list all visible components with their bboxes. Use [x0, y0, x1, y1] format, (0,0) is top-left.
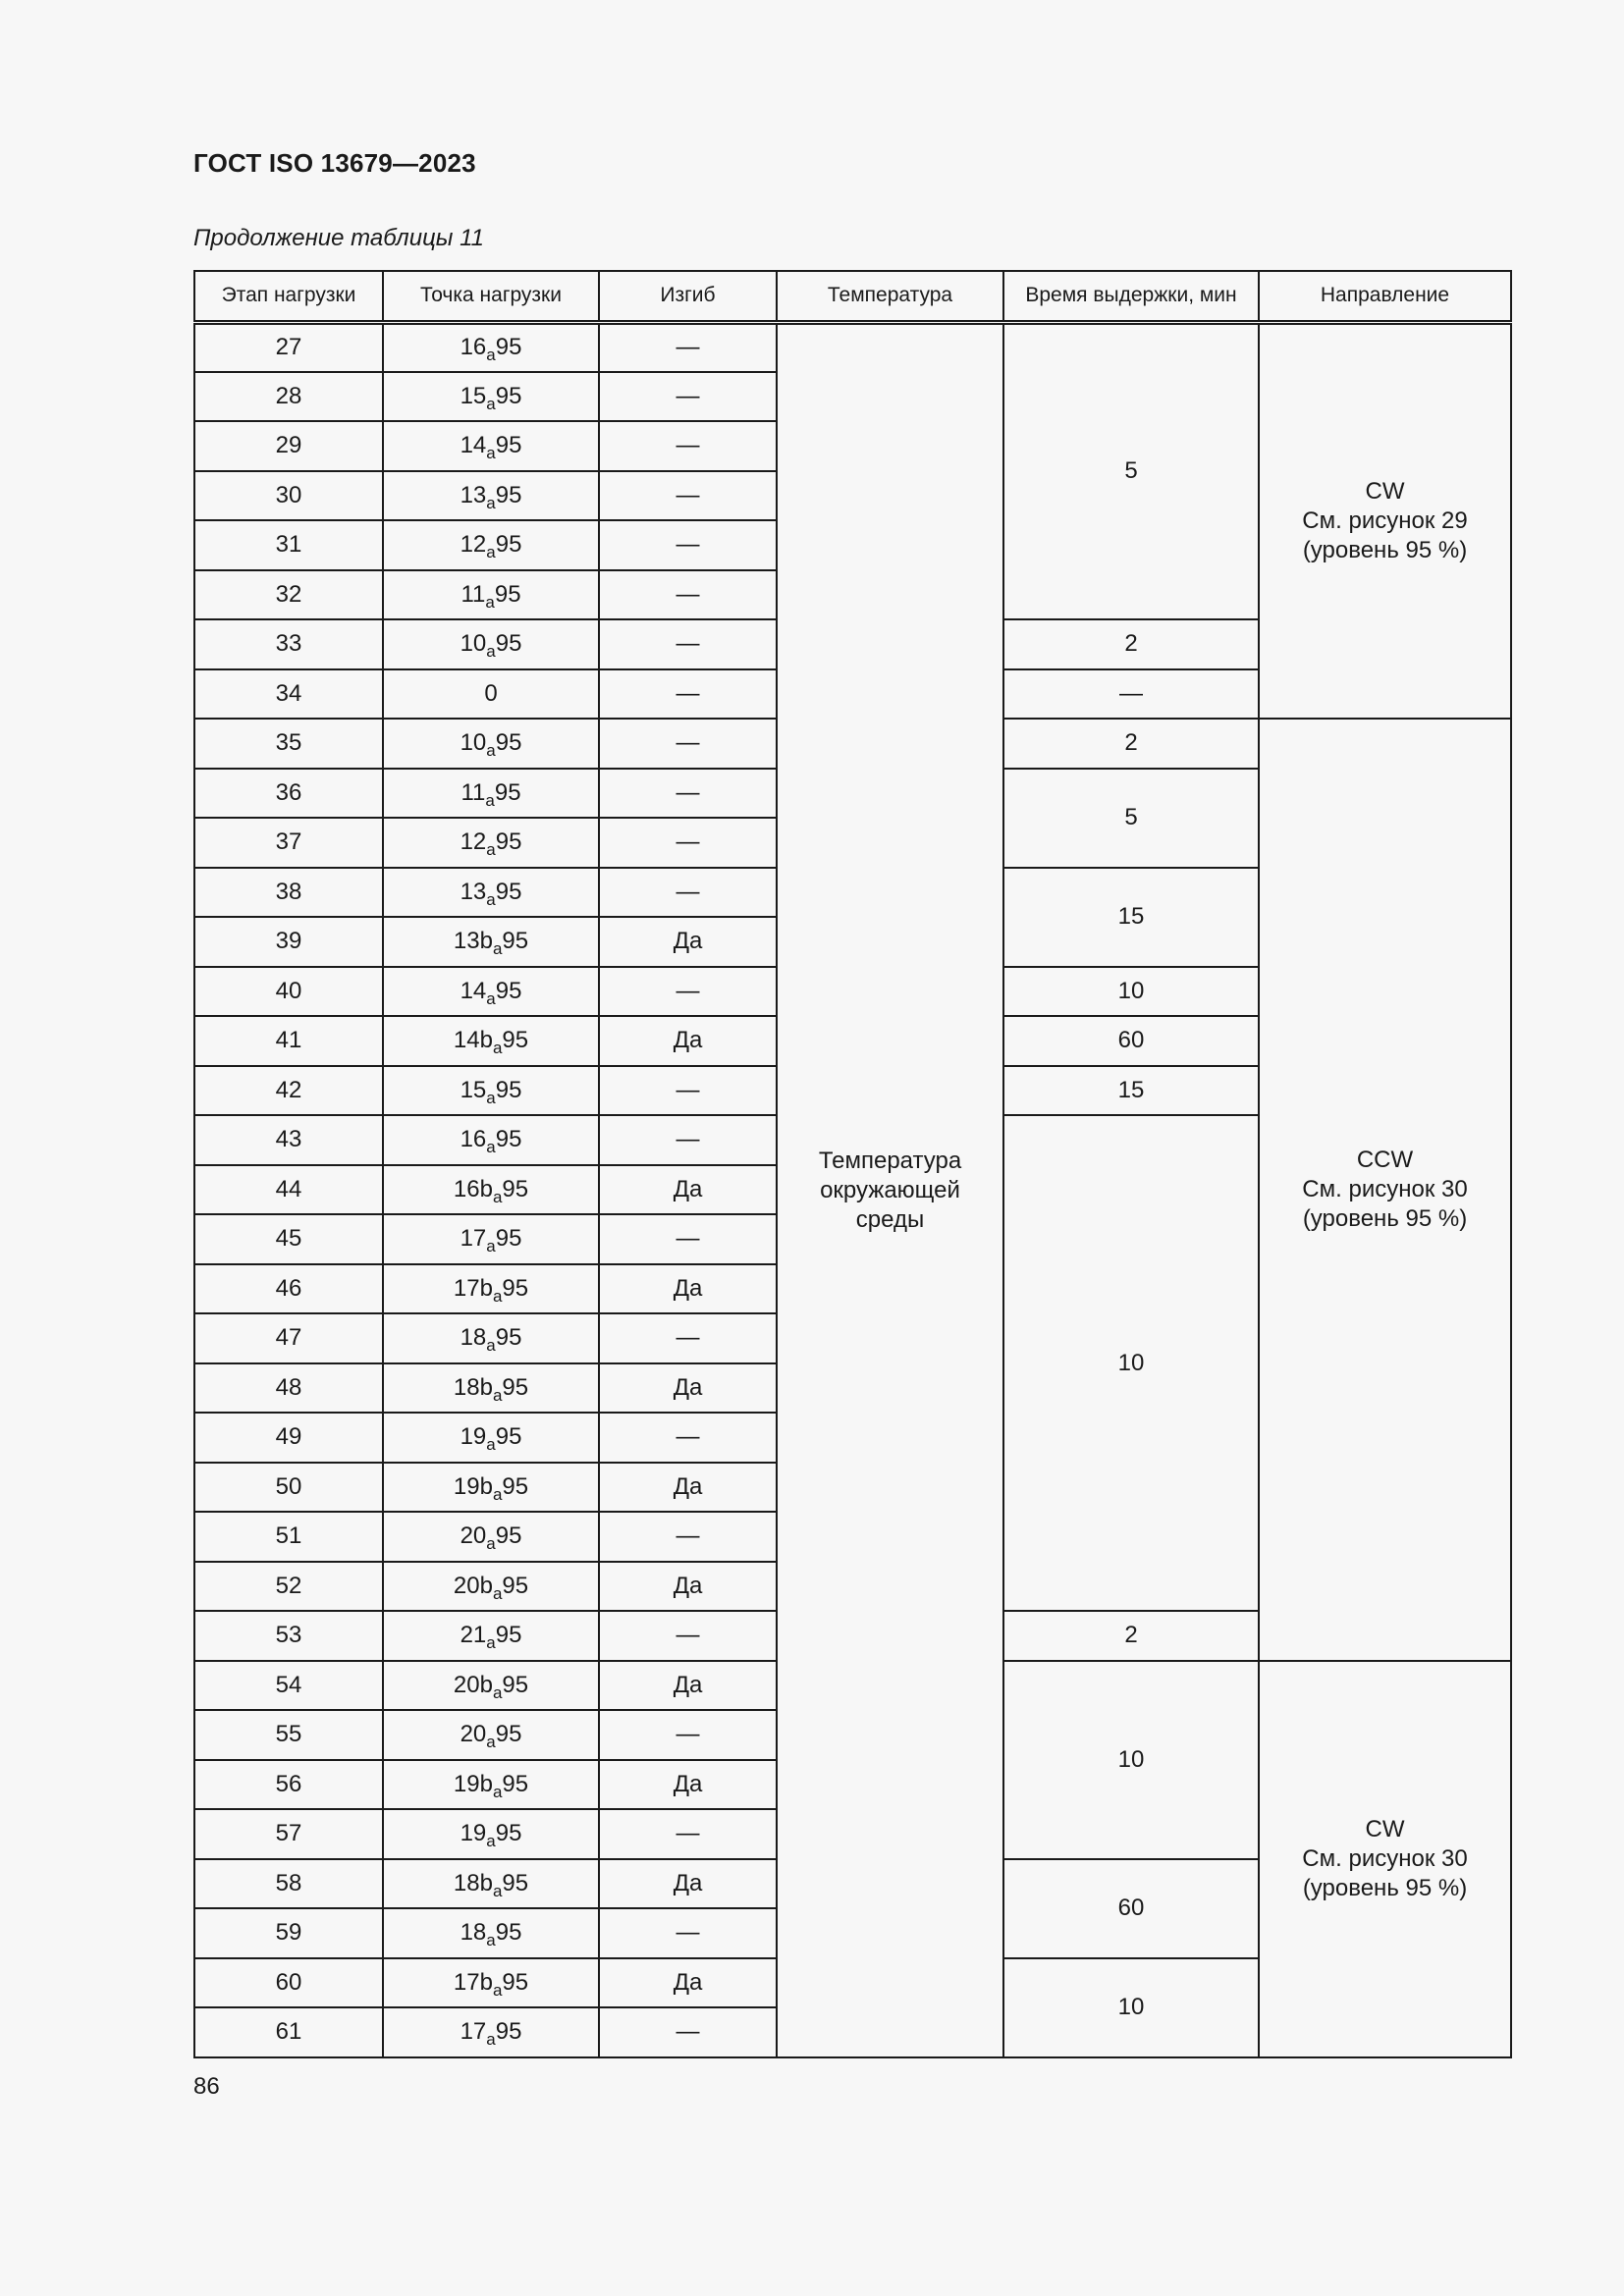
- stage-cell: 28: [194, 372, 383, 422]
- direction-line: См. рисунок 29: [1302, 507, 1468, 534]
- load-point-subscript: a: [486, 988, 496, 1008]
- load-point-value: 18b: [453, 1869, 493, 1896]
- load-point-value: 17: [460, 1225, 487, 1253]
- load-point-subscript: a: [486, 1733, 496, 1752]
- stage-cell: 31: [194, 520, 383, 570]
- load-point-subscript: a: [486, 444, 496, 463]
- load-point-level: 95: [502, 1373, 529, 1401]
- page-number: 86: [193, 2073, 220, 2100]
- bend-cell: Да: [599, 1463, 777, 1513]
- bend-cell: —: [599, 1908, 777, 1958]
- load-point-cell: [383, 868, 599, 918]
- load-point-level: 95: [502, 1770, 529, 1797]
- bend-cell: —: [599, 372, 777, 422]
- load-point-level: 95: [495, 1126, 522, 1153]
- load-point-level: 95: [502, 1968, 529, 1996]
- direction-line: (уровень 95 %): [1302, 536, 1468, 563]
- load-point-level: 95: [495, 729, 522, 757]
- load-point-level: 95: [502, 928, 529, 955]
- stage-cell: 49: [194, 1413, 383, 1463]
- load-point-level: 95: [502, 1671, 529, 1698]
- bend-cell: —: [599, 1512, 777, 1562]
- load-point-cell: [383, 669, 599, 720]
- load-point-subscript: a: [486, 1138, 496, 1157]
- direction-cell: [1259, 719, 1511, 1661]
- stage-cell: 39: [194, 917, 383, 967]
- load-point-subscript: a: [486, 493, 496, 512]
- hold-time-cell: 5: [1003, 322, 1259, 619]
- load-point-level: 95: [495, 1324, 522, 1352]
- load-point-cell: [383, 1661, 599, 1711]
- bend-cell: —: [599, 520, 777, 570]
- bend-cell: Да: [599, 1760, 777, 1810]
- bend-cell: —: [599, 1413, 777, 1463]
- hold-time-cell: 2: [1003, 719, 1259, 769]
- document-title: ГОСТ ISO 13679—2023: [193, 148, 476, 178]
- stage-cell: 59: [194, 1908, 383, 1958]
- bend-cell: —: [599, 868, 777, 918]
- load-point-subscript: a: [492, 1385, 503, 1405]
- table-body: [194, 322, 1511, 2057]
- load-point-value: 16b: [453, 1175, 493, 1202]
- load-point-cell: [383, 619, 599, 669]
- hold-time-cell: 60: [1003, 1016, 1259, 1066]
- load-point-level: 95: [495, 1522, 522, 1550]
- load-point-subscript: a: [492, 1187, 503, 1206]
- stage-cell: 42: [194, 1066, 383, 1116]
- load-point-value: 19b: [453, 1770, 493, 1797]
- load-point-level: 95: [502, 1175, 529, 1202]
- load-point-subscript: a: [492, 1682, 503, 1702]
- load-point-subscript: a: [485, 790, 495, 810]
- bend-cell: Да: [599, 1859, 777, 1909]
- stage-cell: 61: [194, 2007, 383, 2057]
- load-point-cell: [383, 967, 599, 1017]
- load-point-subscript: a: [486, 1088, 496, 1107]
- load-point-subscript: a: [486, 889, 496, 909]
- stage-cell: 37: [194, 818, 383, 868]
- stage-cell: 27: [194, 322, 383, 372]
- load-point-cell: [383, 1958, 599, 2008]
- column-header-temperature: Температура: [777, 271, 1003, 322]
- load-point-cell: [383, 421, 599, 471]
- load-point-level: 95: [495, 432, 522, 459]
- load-point-subscript: a: [492, 1881, 503, 1900]
- load-point-subscript: a: [486, 741, 496, 761]
- direction-line: См. рисунок 30: [1302, 1175, 1468, 1202]
- column-header-point: Точка нагрузки: [383, 271, 599, 322]
- bend-cell: Да: [599, 1958, 777, 2008]
- stage-cell: 53: [194, 1611, 383, 1661]
- load-point-value: 20b: [453, 1572, 493, 1599]
- bend-cell: —: [599, 2007, 777, 2057]
- load-point-level: 95: [494, 580, 521, 608]
- load-point-cell: [383, 1016, 599, 1066]
- load-point-value: 17b: [453, 1274, 493, 1302]
- load-point-value: 10: [460, 729, 487, 757]
- stage-cell: 47: [194, 1313, 383, 1363]
- stage-cell: 32: [194, 570, 383, 620]
- load-point-value: 15: [460, 382, 487, 409]
- load-point-cell: [383, 818, 599, 868]
- hold-time-cell: 10: [1003, 1115, 1259, 1611]
- load-point-subscript: a: [492, 1583, 503, 1603]
- load-point-level: 95: [495, 1225, 522, 1253]
- load-point-subscript: a: [492, 1484, 503, 1504]
- load-point-level: 95: [495, 334, 522, 360]
- stage-cell: 54: [194, 1661, 383, 1711]
- load-point-cell: [383, 520, 599, 570]
- load-point-cell: [383, 769, 599, 819]
- load-point-level: 95: [495, 382, 522, 409]
- load-point-level: 95: [502, 1869, 529, 1896]
- load-point-value: 10: [460, 630, 487, 658]
- load-point-subscript: a: [486, 2030, 496, 2050]
- stage-cell: 33: [194, 619, 383, 669]
- stage-cell: 35: [194, 719, 383, 769]
- bend-cell: —: [599, 322, 777, 372]
- load-point-subscript: a: [486, 1237, 496, 1256]
- column-header-direction: Направление: [1259, 271, 1511, 322]
- column-header-stage: Этап нагрузки: [194, 271, 383, 322]
- load-point-cell: [383, 1760, 599, 1810]
- load-point-level: 95: [495, 1423, 522, 1451]
- load-point-subscript: a: [486, 543, 496, 562]
- direction-line: CW: [1365, 477, 1405, 505]
- load-point-value: 18: [460, 1919, 487, 1947]
- temperature-line: окружающей: [820, 1176, 960, 1203]
- load-point-value: 17b: [453, 1968, 493, 1996]
- direction-line: (уровень 95 %): [1302, 1204, 1468, 1232]
- stage-cell: 30: [194, 471, 383, 521]
- column-header-hold-time: Время выдержки, мин: [1003, 271, 1259, 322]
- bend-cell: —: [599, 1710, 777, 1760]
- stage-cell: 40: [194, 967, 383, 1017]
- load-point-subscript: a: [486, 1534, 496, 1554]
- load-point-cell: [383, 570, 599, 620]
- load-point-subscript: a: [486, 346, 496, 364]
- bend-cell: —: [599, 719, 777, 769]
- load-point-cell: [383, 1512, 599, 1562]
- bend-cell: —: [599, 471, 777, 521]
- load-point-cell: [383, 1859, 599, 1909]
- direction-line: См. рисунок 30: [1302, 1844, 1468, 1872]
- load-point-value: 15: [460, 1076, 487, 1103]
- table-header-row: [194, 271, 1511, 322]
- load-point-level: 95: [495, 531, 522, 559]
- load-point-subscript: a: [486, 1931, 496, 1950]
- bend-cell: Да: [599, 1661, 777, 1711]
- bend-cell: —: [599, 1214, 777, 1264]
- load-point-value: 20b: [453, 1671, 493, 1698]
- load-point-subscript: a: [492, 1980, 503, 2000]
- stage-cell: 50: [194, 1463, 383, 1513]
- load-point-value: 13: [460, 878, 487, 905]
- load-point-subscript: a: [492, 1782, 503, 1801]
- direction-line: CCW: [1356, 1146, 1414, 1173]
- load-point-cell: [383, 471, 599, 521]
- hold-time-cell: 5: [1003, 769, 1259, 868]
- load-point-cell: [383, 1611, 599, 1661]
- hold-time-cell: 2: [1003, 1611, 1259, 1661]
- load-point-level: 95: [495, 1820, 522, 1847]
- load-point-value: 17: [460, 2018, 487, 2046]
- load-point-cell: [383, 917, 599, 967]
- bend-cell: —: [599, 967, 777, 1017]
- load-point-cell: [383, 372, 599, 422]
- load-point-subscript: a: [486, 1435, 496, 1455]
- direction-cell: [1259, 322, 1511, 719]
- table-caption: Продолжение таблицы 11: [193, 225, 485, 251]
- bend-cell: —: [599, 769, 777, 819]
- stage-cell: 48: [194, 1363, 383, 1414]
- stage-cell: 36: [194, 769, 383, 819]
- bend-cell: —: [599, 619, 777, 669]
- load-point-cell: [383, 2007, 599, 2057]
- stage-cell: 46: [194, 1264, 383, 1314]
- bend-cell: —: [599, 1313, 777, 1363]
- bend-cell: —: [599, 1066, 777, 1116]
- hold-time-cell: 15: [1003, 868, 1259, 967]
- stage-cell: 38: [194, 868, 383, 918]
- load-point-value: 12: [460, 531, 487, 559]
- stage-cell: 41: [194, 1016, 383, 1066]
- load-point-value: 16: [460, 334, 487, 360]
- load-point-level: 95: [495, 1076, 522, 1103]
- load-point-cell: [383, 322, 599, 372]
- load-point-cell: [383, 1463, 599, 1513]
- bend-cell: Да: [599, 1016, 777, 1066]
- load-point-subscript: a: [492, 1039, 503, 1058]
- load-point-cell: [383, 1115, 599, 1165]
- load-point-value: 19b: [453, 1472, 493, 1500]
- stage-cell: 34: [194, 669, 383, 720]
- load-point-value: 14b: [453, 1027, 493, 1054]
- load-point-value: 14: [460, 432, 487, 459]
- load-point-value: 14: [460, 977, 487, 1004]
- load-point-level: 95: [495, 1721, 522, 1748]
- load-point-value: 11: [460, 580, 486, 608]
- temperature-line: среды: [855, 1205, 925, 1233]
- load-point-value: 18b: [453, 1373, 493, 1401]
- load-point-value: 20: [460, 1721, 487, 1748]
- load-point-level: 95: [502, 1274, 529, 1302]
- temperature-cell: [777, 322, 1003, 2057]
- load-point-level: 95: [495, 481, 522, 508]
- direction-line: (уровень 95 %): [1302, 1874, 1468, 1901]
- bend-cell: —: [599, 1809, 777, 1859]
- bend-cell: —: [599, 1115, 777, 1165]
- hold-time-cell: 2: [1003, 619, 1259, 669]
- stage-cell: 55: [194, 1710, 383, 1760]
- hold-time-cell: 10: [1003, 967, 1259, 1017]
- stage-cell: 43: [194, 1115, 383, 1165]
- bend-cell: —: [599, 669, 777, 720]
- load-point-cell: [383, 1214, 599, 1264]
- bend-cell: Да: [599, 1363, 777, 1414]
- load-point-level: 95: [495, 2018, 522, 2046]
- load-point-level: 95: [494, 778, 521, 806]
- load-point-cell: [383, 1066, 599, 1116]
- bend-cell: —: [599, 818, 777, 868]
- load-point-subscript: a: [486, 642, 496, 662]
- load-point-cell: [383, 1363, 599, 1414]
- bend-cell: —: [599, 1611, 777, 1661]
- hold-time-cell: 10: [1003, 1958, 1259, 2057]
- hold-time-cell: 60: [1003, 1859, 1259, 1958]
- load-point-subscript: a: [485, 592, 495, 612]
- load-point-level: 95: [495, 630, 522, 658]
- load-point-subscript: a: [492, 939, 503, 959]
- bend-cell: Да: [599, 1165, 777, 1215]
- hold-time-cell: 10: [1003, 1661, 1259, 1859]
- load-point-subscript: a: [486, 1336, 496, 1356]
- temperature-line: Температура: [818, 1147, 962, 1174]
- bend-cell: —: [599, 570, 777, 620]
- load-point-cell: [383, 1313, 599, 1363]
- load-table: [193, 270, 1512, 2058]
- load-point-level: 95: [495, 828, 522, 856]
- load-point-level: 95: [502, 1027, 529, 1054]
- load-point-subscript: a: [486, 1633, 496, 1653]
- stage-cell: 60: [194, 1958, 383, 2008]
- load-point-level: 95: [495, 977, 522, 1004]
- stage-cell: 52: [194, 1562, 383, 1612]
- hold-time-cell: 15: [1003, 1066, 1259, 1116]
- load-point-value: 13b: [453, 928, 493, 955]
- load-point-cell: [383, 1562, 599, 1612]
- load-point-value: 21: [460, 1622, 487, 1649]
- load-point-cell: [383, 1908, 599, 1958]
- load-point-level: 95: [495, 1622, 522, 1649]
- bend-cell: —: [599, 421, 777, 471]
- load-point-subscript: a: [486, 840, 496, 860]
- load-point-value: 19: [460, 1820, 487, 1847]
- load-point-cell: [383, 1809, 599, 1859]
- load-point-value: 16: [460, 1126, 487, 1153]
- load-point-value: 18: [460, 1324, 487, 1352]
- stage-cell: 56: [194, 1760, 383, 1810]
- direction-cell: [1259, 1661, 1511, 2057]
- bend-cell: Да: [599, 1562, 777, 1612]
- load-point-value: 12: [460, 828, 487, 856]
- load-point-level: 95: [502, 1572, 529, 1599]
- hold-time-cell: —: [1003, 669, 1259, 720]
- stage-cell: 44: [194, 1165, 383, 1215]
- table-row: [194, 322, 1511, 372]
- load-point-level: 95: [502, 1472, 529, 1500]
- load-point-value: 0: [484, 679, 498, 707]
- load-point-subscript: a: [486, 1832, 496, 1851]
- load-point-cell: [383, 1165, 599, 1215]
- stage-cell: 57: [194, 1809, 383, 1859]
- load-point-level: 95: [495, 878, 522, 905]
- load-point-value: 19: [460, 1423, 487, 1451]
- load-point-cell: [383, 1710, 599, 1760]
- load-point-subscript: a: [492, 1286, 503, 1306]
- stage-cell: 51: [194, 1512, 383, 1562]
- load-point-value: 11: [460, 778, 486, 806]
- load-point-value: 20: [460, 1522, 487, 1550]
- bend-cell: Да: [599, 917, 777, 967]
- bend-cell: Да: [599, 1264, 777, 1314]
- load-point-value: 13: [460, 481, 487, 508]
- stage-cell: 45: [194, 1214, 383, 1264]
- load-point-cell: [383, 719, 599, 769]
- load-point-cell: [383, 1413, 599, 1463]
- load-point-level: 95: [495, 1919, 522, 1947]
- direction-line: CW: [1365, 1815, 1405, 1842]
- column-header-bend: Изгиб: [599, 271, 777, 322]
- load-point-subscript: a: [486, 394, 496, 413]
- load-point-cell: [383, 1264, 599, 1314]
- stage-cell: 29: [194, 421, 383, 471]
- stage-cell: 58: [194, 1859, 383, 1909]
